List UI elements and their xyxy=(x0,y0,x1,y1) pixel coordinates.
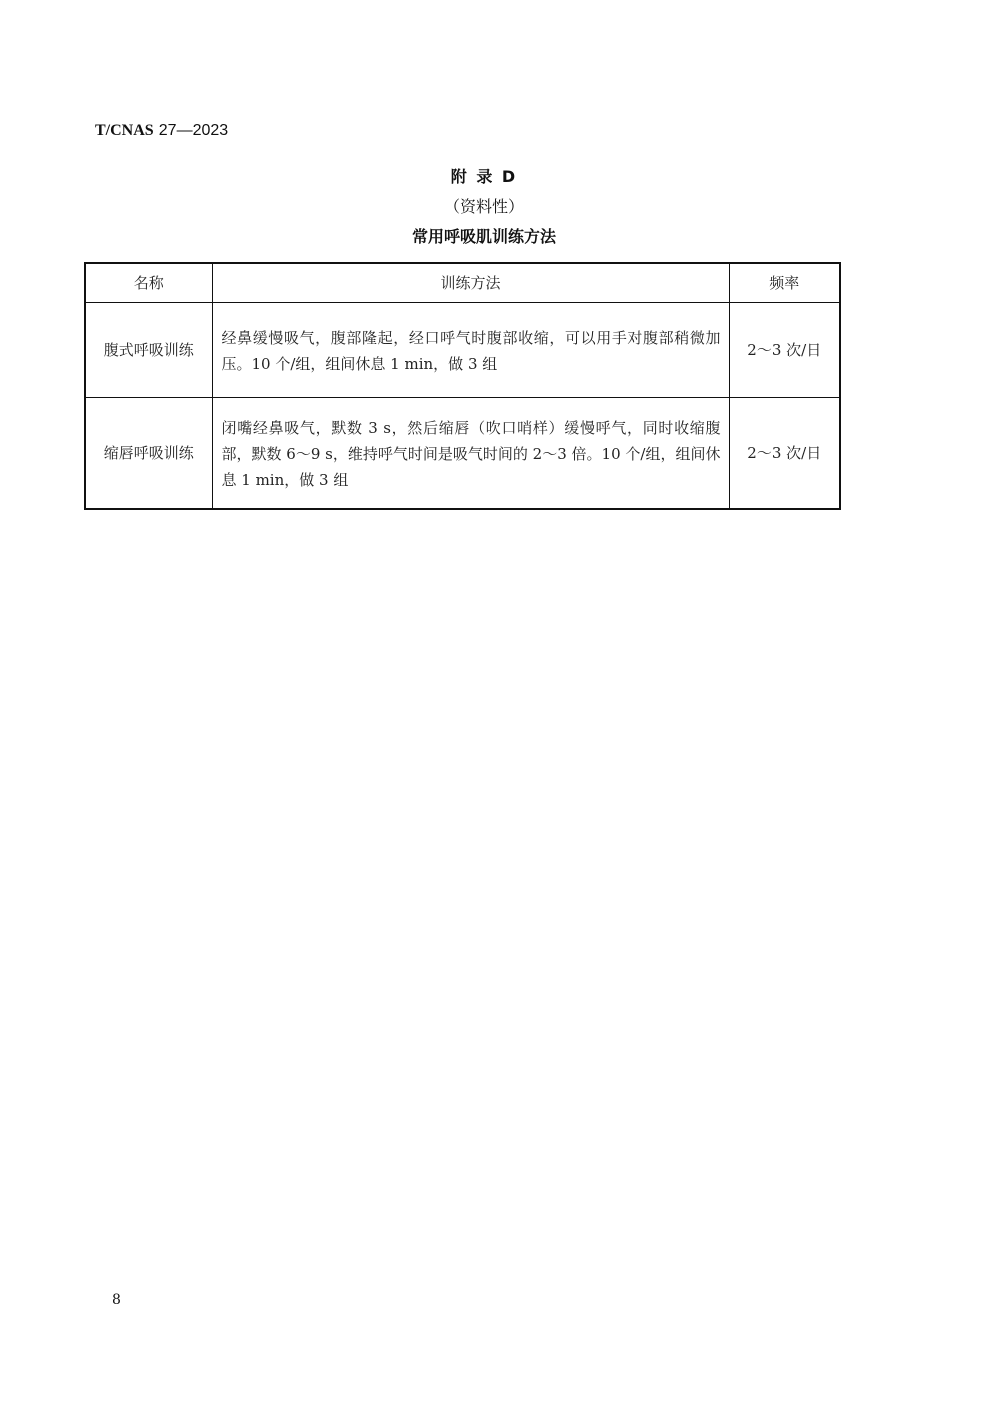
row-name-cell: 腹式呼吸训练 xyxy=(85,303,212,398)
table-row xyxy=(85,303,840,398)
row-frequency-cell: 2～3 次/日 xyxy=(729,398,840,510)
row-name-cell: 缩唇呼吸训练 xyxy=(85,398,212,510)
training-methods-table-wrapper xyxy=(84,262,841,510)
header-name: 名称 xyxy=(85,263,212,303)
document-code-prefix: T/CNAS xyxy=(95,122,154,139)
table-row xyxy=(85,398,840,510)
row-method-cell: 经鼻缓慢吸气，腹部隆起，经口呼气时腹部收缩，可以用手对腹部稍微加压。10 个/组，组间休息 1 min，做 3 组 xyxy=(212,303,729,398)
header-frequency: 频率 xyxy=(729,263,840,303)
table-caption: 常用呼吸肌训练方法 xyxy=(411,227,556,246)
document-code-number: 27—2023 xyxy=(158,122,229,139)
table-header-row xyxy=(85,263,840,303)
document-code xyxy=(95,119,228,142)
row-method-cell: 闭嘴经鼻吸气，默数 3 s，然后缩唇（吹口哨样）缓慢呼气，同时收缩腹部，默数 6～9 s，维持呼气时间是吸气时间的 2～3 倍。10 个/组，组间休息 1 min，做 3 组 xyxy=(212,398,729,510)
row-frequency-cell: 2～3 次/日 xyxy=(729,303,840,398)
header-method: 训练方法 xyxy=(212,263,729,303)
appendix-title: 附 录 D xyxy=(450,167,518,186)
training-methods-table xyxy=(84,262,841,510)
appendix-nature: （资料性） xyxy=(443,197,524,216)
page-number: 8 xyxy=(112,1292,121,1308)
